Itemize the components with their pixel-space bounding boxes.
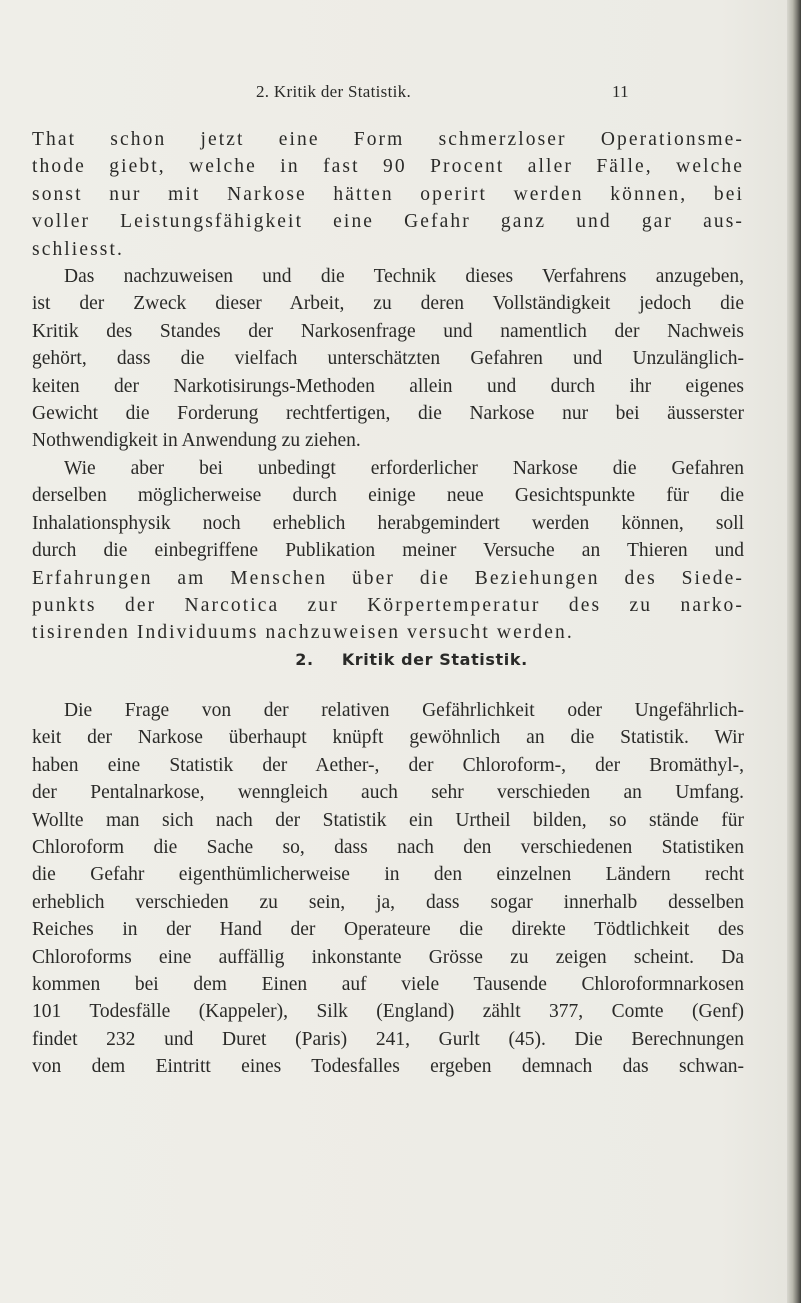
text-line: Nothwendigkeit in Anwendung zu ziehen. [32, 430, 361, 452]
text-line: Gewicht die Forderung rechtfertigen, die Narkose nur bei äusserster [32, 403, 744, 425]
text-line-spaced: Erfahrungen am Menschen über die Beziehungen des Siede- [32, 567, 744, 589]
text-line: Reiches in der Hand der Operateure die direkte Tödtlichkeit des [32, 919, 744, 941]
text-line: findet 232 und Duret (Paris) 241, Gurlt (45). Die Berechnungen [32, 1028, 744, 1050]
text-line: von dem Eintritt eines Todesfalles ergeben demnach das schwan- [32, 1056, 744, 1078]
text-line: erheblich verschieden zu sein, ja, dass sogar innerhalb desselben [32, 891, 744, 913]
paragraph-3 [32, 455, 744, 647]
text-line: That schon jetzt eine Form schmerzloser Operationsme- [32, 129, 744, 150]
section-title: Kritik der Statistik. [341, 650, 528, 669]
text-line: die Gefahr eigenthümlicherweise in den einzelnen Ländern recht [32, 864, 744, 886]
section-heading [0, 650, 801, 669]
text-line: voller Leistungsfähigkeit eine Gefahr ganz und gar aus- [32, 211, 744, 233]
text-line: Die Frage von der relativen Gefährlichkeit oder Ungefährlich- [64, 700, 744, 721]
text-line: Kritik des Standes der Narkosenfrage und namentlich der Nachweis [32, 320, 744, 342]
text-line-spaced: punkts der Narcotica zur Körpertemperatur des zu narko- [32, 595, 744, 617]
text-line: Chloroforms eine auffällig inkonstante Grösse zu zeigen scheint. Da [32, 946, 744, 968]
text-line: ist der Zweck dieser Arbeit, zu deren Vollständigkeit jedoch die [32, 293, 744, 315]
text-line: der Pentalnarkose, wenngleich auch sehr verschieden an Umfang. [32, 782, 744, 804]
text-line: Inhalationsphysik noch erheblich herabgemindert werden können, soll [32, 512, 744, 534]
text-line: 101 Todesfälle (Kappeler), Silk (England) zählt 377, Comte (Genf) [32, 1001, 744, 1023]
paragraph-4 [32, 697, 744, 1081]
text-line: Wie aber bei unbedingt erforderlicher Narkose die Gefahren [64, 458, 744, 479]
text-line: Das nachzuweisen und die Technik dieses Verfahrens anzugeben, [64, 266, 744, 287]
text-line: schliesst. [32, 238, 124, 260]
text-line: keiten der Narkotisirungs-Methoden allein und durch ihr eigenes [32, 375, 744, 397]
paragraph-1 [32, 126, 744, 263]
text-line: keit der Narkose überhaupt knüpft gewöhnlich an die Statistik. Wir [32, 727, 744, 749]
text-line: kommen bei dem Einen auf viele Tausende Chloroformnarkosen [32, 974, 744, 996]
paragraph-2 [32, 263, 744, 455]
text-line: Wollte man sich nach der Statistik ein Urtheil bilden, so stände für [32, 809, 744, 831]
text-line: derselben möglicherweise durch einige neue Gesichtspunkte für die [32, 485, 744, 507]
text-line: gehört, dass die vielfach unterschätzten Gefahren und Unzulänglich- [32, 348, 744, 370]
text-line: thode giebt, welche in fast 90 Procent aller Fälle, welche [32, 156, 744, 178]
text-line-spaced: tisirenden Individuums nachzuweisen versucht werden. [32, 622, 574, 644]
section-number: 2. [295, 650, 314, 669]
page-number: 11 [612, 82, 629, 101]
running-header-title: 2. Kritik der Statistik. [256, 82, 411, 101]
text-line: sonst nur mit Narkose hätten operirt werden können, bei [32, 183, 744, 205]
running-header [256, 82, 656, 102]
text-line: haben eine Statistik der Aether-, der Chloroform-, der Bromäthyl-, [32, 754, 744, 776]
text-line: Chloroform die Sache so, dass nach den verschiedenen Statistiken [32, 837, 744, 859]
text-line: durch die einbegriffene Publikation meiner Versuche an Thieren und [32, 540, 744, 562]
